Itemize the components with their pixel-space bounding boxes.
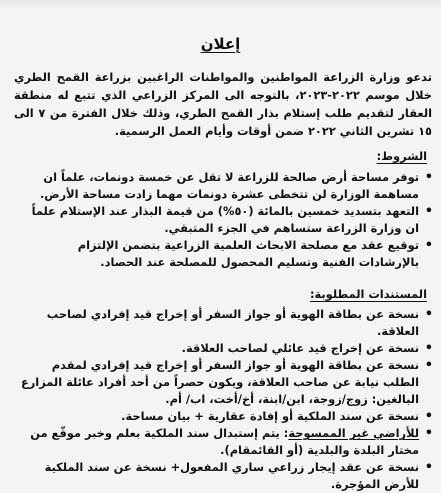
documents-list [15, 306, 433, 493]
announcement-title: إعلان [200, 35, 241, 53]
announcement-title-wrapper [0, 34, 441, 54]
conditions-list [15, 169, 433, 271]
conditions-heading: الشروط: [376, 149, 427, 163]
conditions-item: • التعهد بتسديد خمسين بالمائة (٥٠%) من قيمة البذار عند الإستلام علماً ان وزارة الزراعة ستساهم في الجزء المتبقي. [15, 203, 433, 237]
documents-item: • نسخة عن بطاقة الهوية أو جواز السفر أو إخراج قيد إفرادي لمقدم الطلب نيابة عن صاحب العلاقة، ويكون حصراً من أحد أفراد عائلة المزارع البالغين: زوج/زوجة، ابن/ابنة، أخ/أخت، اب/ أم. [15, 357, 433, 408]
documents-item-non-surveyed [15, 425, 433, 459]
documents-item: • نسخة عن بطاقة الهوية أو جواز السفر أو إخراج قيد إفرادي لصاحب العلاقة. [15, 306, 433, 340]
documents-item: • نسخة عن سند الملكية أو إفادة عقارية + بيان مساحة. [15, 408, 433, 425]
announcement-intro: تدعو وزارة الزراعة المواطنين والمواطنات الراغبين بزراعة القمح الطري خلال موسم ٢٠٢٢-٢٠٢٣، بالتوجه الى المركز الزراعي الذي تتبع له منطقة العقار لتقديم طلب إستلام بذار القمح الطري، وذلك خلال الفترة من ٧ الى ١٥ تشرين الثاني ٢٠٢٢ ضمن أوقات وأيام العمل الرسمية. [14, 70, 433, 138]
non-surveyed-label: للأراضي غير الممسوحة [288, 426, 419, 440]
page-top-edge [0, 0, 441, 8]
conditions-item: • توفر مساحة أرض صالحة للزراعة لا تقل عن خمسة دونمات، علماً ان مساهمة الوزارة لن تتخطى عشرة دونمات مهما زادت مساحة الأرض. [15, 169, 433, 203]
documents-heading: المستندات المطلوبة: [309, 287, 427, 301]
non-surveyed-text: : يتم إستبدال سند الملكية بعلم وخبر موقّع من مختار البلدة والبلدية (أو القائمقام). [30, 426, 419, 457]
documents-item: • نسخة عن إخراج قيد عائلي لصاحب العلاقة. [15, 340, 433, 357]
conditions-item: • توقيع عقد مع مصلحة الابحاث العلمية الزراعية بتضمن الإلتزام بالإرشادات الفنية وتسليم المحصول للمصلحة عند الحصاد. [15, 237, 433, 271]
documents-item-lease: • نسخة عن عقد إيجار زراعي ساري المفعول+ نسخة عن سند الملكية للأرض المؤجرة. [15, 459, 433, 493]
